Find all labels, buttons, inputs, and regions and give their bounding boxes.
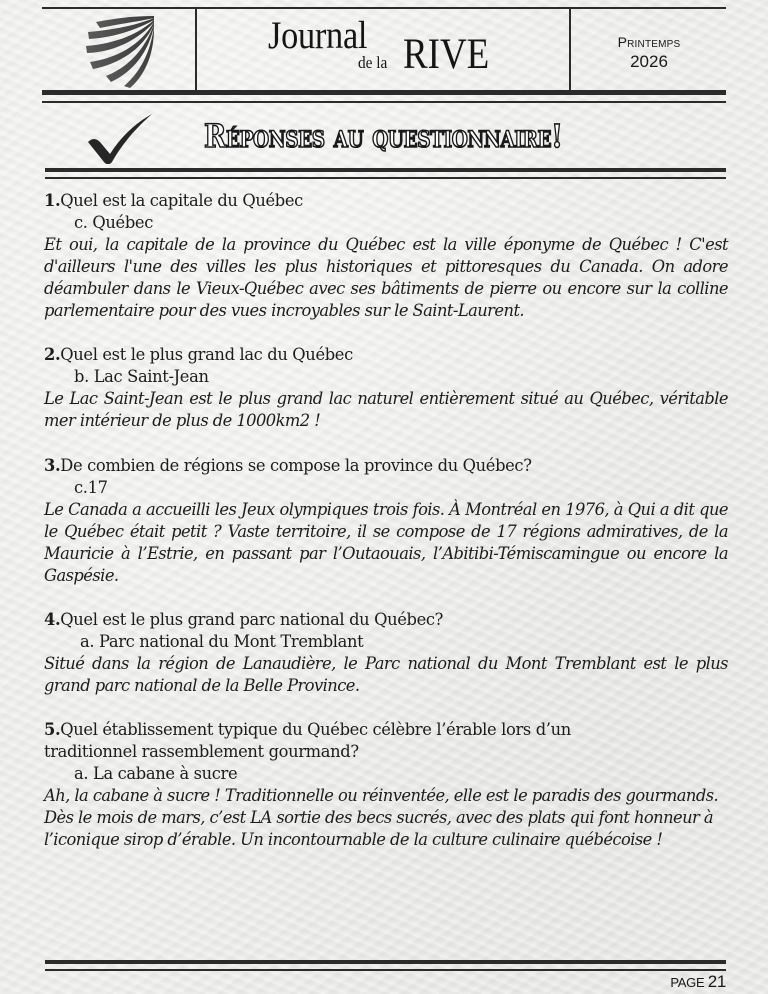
- answers-list: [44, 190, 728, 873]
- question-text: 5.Quel établissement typique du Québec célèbre l’érable lors d’un traditionnel rassemblement gourmand?: [44, 720, 571, 761]
- qa-item-5: [44, 719, 719, 851]
- masthead-bottom-thick-rule: [42, 90, 726, 95]
- footer-thin-rule: [45, 969, 726, 971]
- explanation-text: Le Lac Saint-Jean est le plus grand lac naturel entièrement situé au Québec, véritable mer intérieur de plus de 1000km2 !: [44, 389, 728, 430]
- masthead-divider-left: [195, 8, 197, 93]
- answer-text: c. Québec: [74, 213, 153, 232]
- question-number: 2.: [44, 345, 61, 364]
- masthead-divider-right: [569, 8, 571, 93]
- section-title: Réponses au questionnaire!: [204, 117, 563, 155]
- question-text: 3.De combien de régions se compose la province du Québec?: [44, 456, 532, 475]
- explanation-text: Ah, la cabane à sucre ! Traditionnelle ou réinventée, elle est le paradis des gourmands. Dès le mois de mars, c’est LA sortie des becs sucrés, avec des plats qui font honneur à l’iconique sirop d’érable. Un incontournable de la culture culinaire québécoise !: [44, 786, 719, 849]
- checkmark-icon: [86, 114, 154, 164]
- footer-thick-rule: [45, 960, 726, 964]
- question-text: 2.Quel est le plus grand lac du Québec: [44, 345, 353, 364]
- masthead-title-rive: RIVE: [403, 31, 490, 78]
- explanation-text: Situé dans la région de Lanaudière, le Parc national du Mont Tremblant est le plus grand parc national de la Belle Province.: [44, 654, 728, 695]
- masthead-bottom-thin-rule: [42, 101, 726, 103]
- qa-item-3: [44, 455, 728, 587]
- masthead-top-rule: [42, 7, 726, 9]
- explanation-text: Et oui, la capitale de la province du Québec est la ville éponyme de Québec ! C'est d'ailleurs l'une des villes les plus historiques et pittoresques du Canada. On adore déambuler dans le Vieux-Québec avec ses bâtiments de pierre ou encore sur la colline parlementaire pour des vues incroyables sur le Saint-Laurent.: [44, 235, 728, 320]
- question-number: 1.: [44, 191, 61, 210]
- page-number: PAGE 21: [670, 972, 726, 991]
- striped-shield-logo-icon: [82, 14, 160, 88]
- question-number: 5.: [44, 720, 61, 739]
- edition-season: Printemps: [617, 34, 681, 50]
- answer-text: b. Lac Saint-Jean: [74, 367, 209, 386]
- answer-text: a. Parc national du Mont Tremblant: [80, 632, 364, 651]
- answer-text: a. La cabane à sucre: [74, 764, 238, 783]
- masthead-title-dela: de la: [358, 53, 388, 72]
- question-number: 3.: [44, 456, 61, 475]
- masthead-title-journal: Journal: [268, 14, 368, 57]
- qa-item-1: [44, 190, 728, 322]
- section-bottom-thick-rule: [45, 168, 726, 172]
- answer-text: c.17: [74, 478, 108, 497]
- explanation-text: Le Canada a accueilli les Jeux olympiques trois fois. À Montréal en 1976, à Qui a dit que le Québec était petit ? Vaste territoire, il se compose de 17 régions admiratives, de la Mauricie à l’Estrie, en passant par l’Outaouais, l’Abitibi-Témiscamingue ou encore la Gaspésie.: [44, 500, 728, 585]
- qa-item-4: [44, 609, 728, 697]
- question-text: 1.Quel est la capitale du Québec: [44, 191, 303, 210]
- question-number: 4.: [44, 610, 61, 629]
- section-bottom-thin-rule: [45, 177, 726, 179]
- question-text: 4.Quel est le plus grand parc national du Québec?: [44, 610, 444, 629]
- edition-year: 2026: [630, 52, 668, 71]
- qa-item-2: [44, 344, 728, 432]
